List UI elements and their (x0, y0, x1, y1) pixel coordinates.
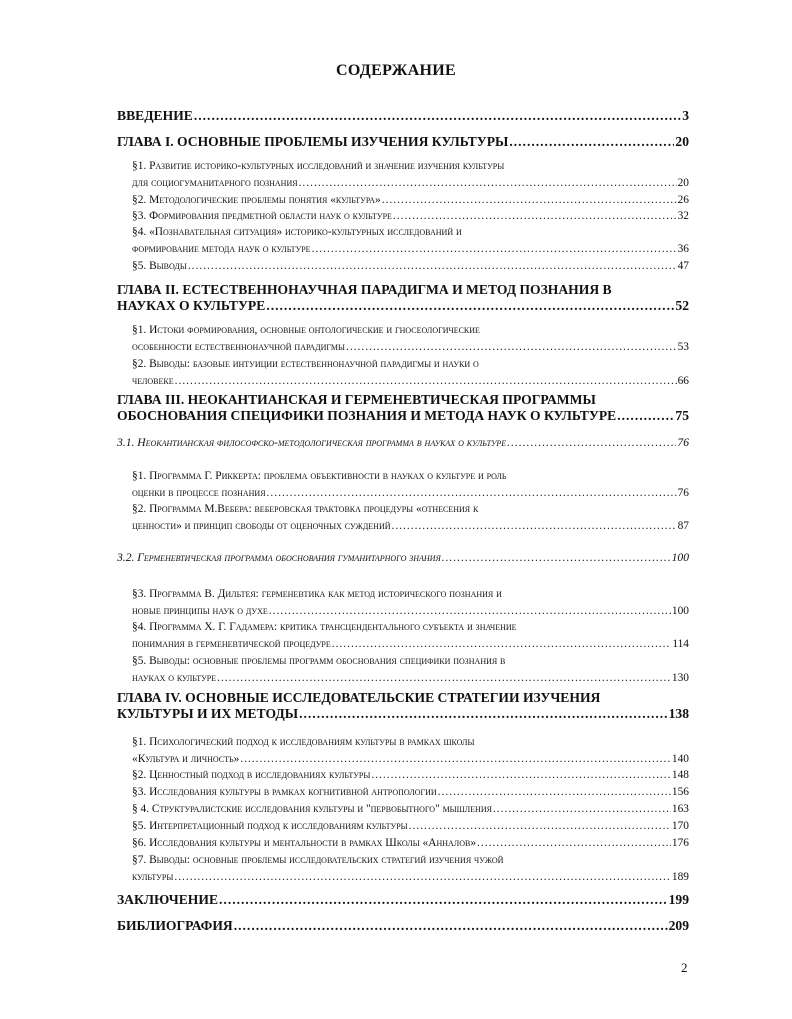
leader-dots (312, 241, 677, 258)
entry-title-line1: ГЛАВА III. НЕОКАНТИАНСКАЯ И ГЕРМЕНЕВТИЧЕСКАЯ ПРОГРАММЫ (117, 392, 596, 407)
leader-dots (409, 818, 671, 835)
entry-title-line2: оценки в процессе познания (132, 487, 266, 499)
leader-dots (188, 258, 677, 275)
entry-page: 3 (682, 108, 689, 123)
toc-entry-ch3-s5[interactable] (132, 653, 689, 687)
entry-title-line1: §7. Выводы: основные проблемы исследовательских стратегий изучения чужой (132, 854, 504, 866)
toc-entry-ch4-s7[interactable] (132, 852, 689, 886)
entry-title-line2: НАУКАХ О КУЛЬТУРЕ (117, 298, 266, 313)
leader-dots (266, 298, 674, 314)
entry-title-line1: §1. Психологический подход к исследованиям культуры в рамках школы (132, 736, 475, 748)
entry-title: §6. Исследования культуры и ментальности в рамках Школы «Анналов» (132, 837, 477, 849)
entry-title-line1: §3. Программа В. Дильтея: герменевтика как метод исторического познания и (132, 588, 502, 600)
leader-dots (617, 408, 674, 424)
leader-dots (477, 835, 671, 852)
entry-title: 3.2. Герменевтическая программа обоснования гуманитарного знания (117, 551, 441, 564)
leader-dots (269, 603, 671, 620)
entry-title-line2: понимания в герменевтической процедуре (132, 638, 331, 650)
entry-title: § 4. Структуралистские исследования культуры и "первобытного" мышления (132, 803, 492, 815)
entry-page: 176 (671, 837, 689, 849)
toc-entry-ch1-s2[interactable] (132, 192, 689, 209)
entry-page: 76 (677, 487, 689, 499)
entry-title: ЗАКЛЮЧЕНИЕ (117, 892, 219, 907)
entry-title-line1: §5. Выводы: основные проблемы программ обоснования специфики познания в (132, 655, 506, 667)
entry-title: ВВЕДЕНИЕ (117, 108, 193, 123)
leader-dots (240, 751, 671, 768)
entry-page: 66 (677, 375, 689, 387)
toc-entry-chapter-4[interactable] (117, 690, 689, 722)
leader-dots (346, 339, 677, 356)
entry-page: 53 (677, 341, 689, 353)
leader-dots (174, 869, 671, 886)
entry-page: 199 (668, 892, 689, 907)
leader-dots (382, 192, 677, 209)
entry-page: 32 (677, 210, 689, 222)
entry-title: §2. Ценностный подход в исследованиях культуры (132, 769, 371, 781)
toc-entry-chapter-2[interactable] (117, 282, 689, 314)
entry-page: 130 (671, 672, 689, 684)
toc-entry-ch4-s4[interactable] (132, 801, 689, 818)
entry-title: §3. Формирования предметной области наук о культуре (132, 210, 392, 222)
toc-entry-ch4-s3[interactable] (132, 784, 689, 801)
toc-entry-ch1-s1[interactable] (132, 158, 689, 192)
leader-dots (393, 208, 677, 225)
entry-page: 47 (677, 260, 689, 272)
leader-dots (299, 706, 668, 722)
entry-page: 170 (671, 820, 689, 832)
toc-entry-ch3-s2[interactable] (132, 501, 689, 535)
entry-title-line1: ГЛАВА IV. ОСНОВНЫЕ ИССЛЕДОВАТЕЛЬСКИЕ СТРАТЕГИИ ИЗУЧЕНИЯ (117, 690, 601, 705)
entry-title: §5. Интерпретационный подход к исследованиям культуры (132, 820, 408, 832)
toc-entry-ch2-s2[interactable] (132, 356, 689, 390)
entry-page: 20 (677, 177, 689, 189)
leader-dots (217, 670, 671, 687)
page-title: СОДЕРЖАНИЕ (335, 62, 457, 79)
entry-title: БИБЛИОГРАФИЯ (117, 918, 233, 933)
entry-title-line1: §4. Программа Х. Г. Гадамера: критика трансцендентального субъекта и значение (132, 621, 517, 633)
entry-title-line1: §1. Развитие историко-культурных исследований и значение изучения культуры (132, 160, 505, 172)
toc-entry-part-3-1[interactable] (117, 435, 689, 451)
entry-page: 209 (668, 918, 689, 933)
entry-title-line2: формирование метода наук о культуре (132, 243, 311, 255)
toc-entry-ch1-s3[interactable] (132, 208, 689, 225)
entry-title: §3. Исследования культуры в рамках когнитивной антропологии (132, 786, 437, 798)
toc-entry-chapter-3[interactable] (117, 392, 689, 424)
toc-entry-ch1-s4[interactable] (132, 224, 689, 258)
leader-dots (493, 801, 671, 818)
entry-page: 148 (671, 769, 689, 781)
leader-dots (392, 518, 677, 535)
leader-dots (175, 373, 677, 390)
entry-page: 20 (675, 134, 689, 149)
leader-dots (438, 784, 671, 801)
toc-entry-ch3-s1[interactable] (132, 468, 689, 502)
entry-page: 114 (672, 638, 689, 650)
entry-title-line1: §2. Выводы: базовые интуиции естественнонаучной парадигмы и науки о (132, 358, 479, 370)
entry-title-line1: §4. «Познавательная ситуация» историко-культурных исследований и (132, 226, 462, 238)
entry-title-line1: §2. Программа М.Вебера: веберовская трактовка процедуры «отнесения к (132, 503, 479, 515)
entry-page: 26 (677, 194, 689, 206)
leader-dots (194, 108, 681, 124)
entry-page: 75 (675, 408, 689, 423)
entry-title-line2: культуры (132, 871, 174, 883)
leader-dots (507, 435, 676, 451)
entry-title-line2: ОБОСНОВАНИЯ СПЕЦИФИКИ ПОЗНАНИЯ И МЕТОДА НАУК О КУЛЬТУРЕ (117, 408, 617, 423)
entry-page: 138 (668, 706, 689, 721)
entry-title-line2: науках о культуре (132, 672, 217, 684)
toc-entry-ch3-s3[interactable] (132, 586, 689, 620)
leader-dots (509, 134, 674, 150)
toc-entry-ch4-s6[interactable] (132, 835, 689, 852)
toc-entry-ch4-s1[interactable] (132, 734, 689, 768)
entry-page: 140 (671, 753, 689, 765)
entry-title-line1: §1. Программа Г. Риккерта: проблема объективности в науках о культуре и роль (132, 470, 507, 482)
leader-dots (299, 175, 677, 192)
entry-title-line2: новые принципы наук о духе (132, 605, 268, 617)
entry-page: 156 (671, 786, 689, 798)
entry-page: 100 (671, 605, 689, 617)
entry-page: 163 (671, 803, 689, 815)
entry-title: ГЛАВА I. ОСНОВНЫЕ ПРОБЛЕМЫ ИЗУЧЕНИЯ КУЛЬТУРЫ (117, 134, 509, 149)
entry-title-line2: особенности естественнонаучной парадигмы (132, 341, 346, 353)
entry-title: §2. Методологические проблемы понятия «культура» (132, 194, 381, 206)
entry-title: 3.1. Неокантианская философско-методологическая программа в науках о культуре (117, 436, 507, 449)
entry-title: §5. Выводы (132, 260, 187, 272)
leader-dots (442, 550, 671, 566)
toc-entry-conclusion[interactable] (117, 892, 689, 908)
entry-title-line1: ГЛАВА II. ЕСТЕСТВЕННОНАУЧНАЯ ПАРАДИГМА И МЕТОД ПОЗНАНИЯ В (117, 282, 612, 297)
entry-page: 52 (675, 298, 689, 313)
entry-title-line2: «Культура и личность» (132, 753, 240, 765)
entry-title-line2: ценности» и принцип свободы от оценочных суждений (132, 520, 391, 532)
leader-dots (219, 892, 668, 908)
entry-title-line2: для социогуманитарного познания (132, 177, 298, 189)
toc-entry-ch4-s5[interactable] (132, 818, 689, 835)
toc-entry-ch3-s4[interactable] (132, 619, 689, 653)
toc-entry-chapter-1[interactable] (117, 134, 689, 150)
entry-page: 100 (671, 551, 689, 564)
entry-title-line2: человеке (132, 375, 174, 387)
toc-entry-ch4-s2[interactable] (132, 767, 689, 784)
entry-page: 189 (671, 871, 689, 883)
entry-title-line1: §1. Истоки формирования, основные онтологические и гносеологические (132, 324, 480, 336)
leader-dots (267, 485, 677, 502)
leader-dots (332, 636, 672, 653)
page-number: 2 (681, 960, 688, 975)
toc-entry-part-3-2[interactable] (117, 550, 689, 566)
entry-title-line2: КУЛЬТУРЫ И ИХ МЕТОДЫ (117, 706, 299, 721)
toc-entry-ch2-s1[interactable] (132, 322, 689, 356)
entry-page: 76 (677, 436, 689, 449)
toc-entry-bibliography[interactable] (117, 918, 689, 934)
entry-page: 36 (677, 243, 689, 255)
toc-entry-introduction[interactable] (117, 108, 689, 124)
leader-dots (371, 767, 671, 784)
leader-dots (234, 918, 668, 934)
toc-entry-ch1-s5[interactable] (132, 258, 689, 275)
entry-page: 87 (677, 520, 689, 532)
